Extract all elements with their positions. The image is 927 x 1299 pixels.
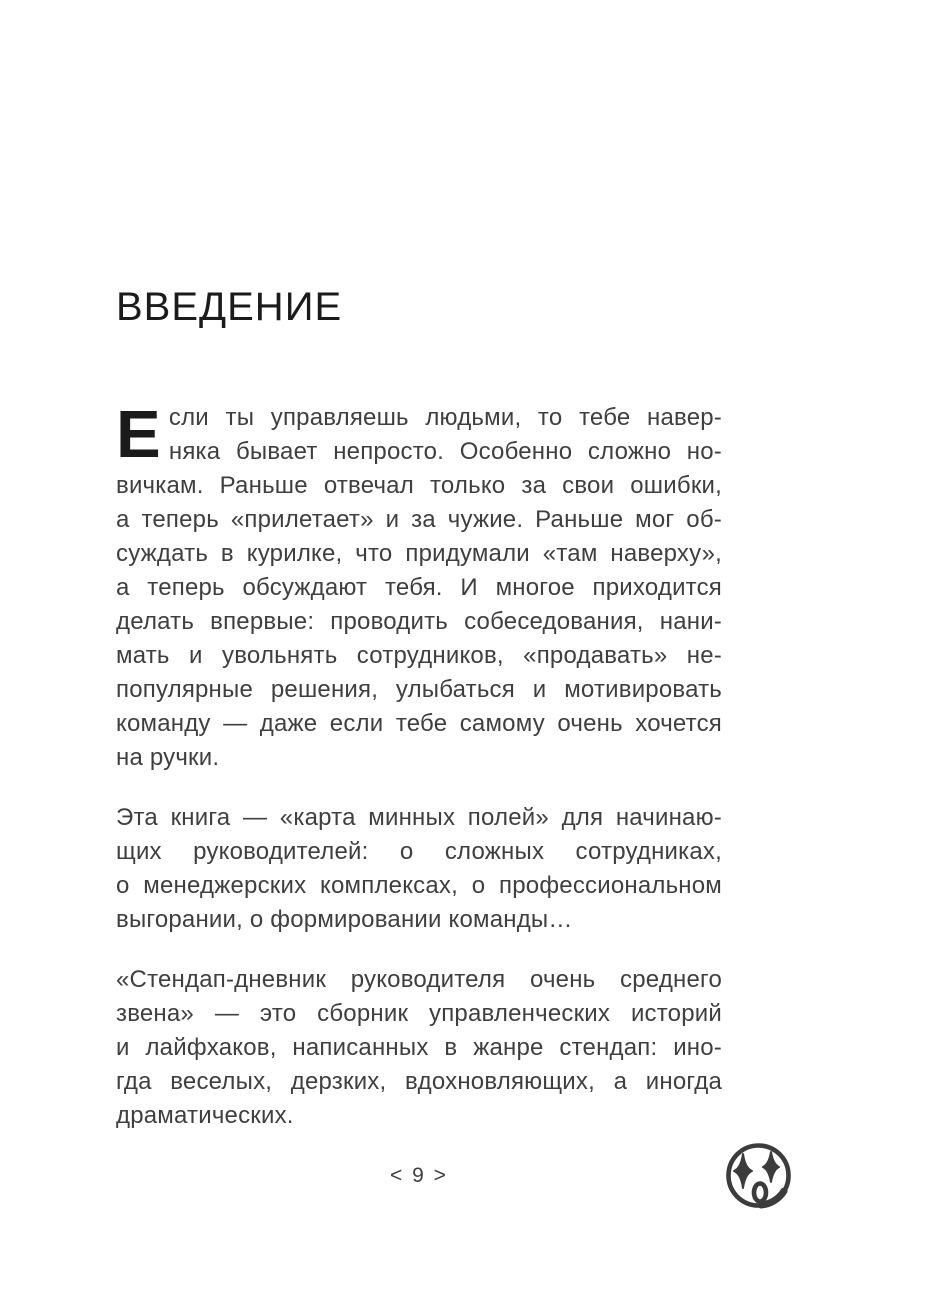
text-line: суждать в курилке, что придумали «там наверху»,: [116, 540, 722, 567]
text-line: щих руководителей: о сложных сотрудниках,: [116, 838, 722, 865]
text-line: мать и увольнять сотрудников, «продавать» не-: [116, 642, 722, 669]
text-line: делать впервые: проводить собеседования, нани-: [116, 608, 722, 635]
starry-face-stamp-icon: [725, 1141, 795, 1215]
paragraph: [116, 397, 722, 775]
text-line: на ручки.: [116, 744, 220, 771]
paragraph: [116, 801, 722, 937]
text-line: сли ты управляешь людьми, то тебе навер-: [168, 404, 722, 431]
chapter-title: ВВЕДЕНИЕ: [116, 284, 343, 329]
text-line: «Стендап-дневник руководителя очень среднего: [116, 966, 722, 993]
text-line: выгорании, о формировании команды…: [116, 906, 573, 933]
text-line: гда веселых, дерзких, вдохновляющих, а иногда: [116, 1068, 722, 1095]
drop-cap: Е: [116, 397, 161, 472]
text-line: а теперь «прилетает» и за чужие. Раньше мог об-: [116, 506, 722, 533]
text-line: вичкам. Раньше отвечал только за свои ошибки,: [116, 472, 722, 499]
paragraph: [116, 963, 722, 1133]
page-body-text: [116, 397, 722, 1159]
text-line: Эта книга — «карта минных полей» для начинаю-: [116, 804, 722, 831]
page-number: < 9 >: [390, 1164, 448, 1187]
text-line: о менеджерских комплексах, о профессиональном: [116, 872, 722, 899]
text-line: популярные решения, улыбаться и мотивировать: [116, 676, 722, 703]
text-line: команду — даже если тебе самому очень хочется: [116, 710, 722, 737]
text-line: звена» — это сборник управленческих историй: [116, 1000, 722, 1027]
text-line: няка бывает непросто. Особенно сложно но-: [168, 438, 722, 465]
text-line: и лайфхаков, написанных в жанре стендап: ино-: [116, 1034, 722, 1061]
text-line: драматических.: [116, 1102, 294, 1129]
text-line: а теперь обсуждают тебя. И многое приходится: [116, 574, 722, 601]
